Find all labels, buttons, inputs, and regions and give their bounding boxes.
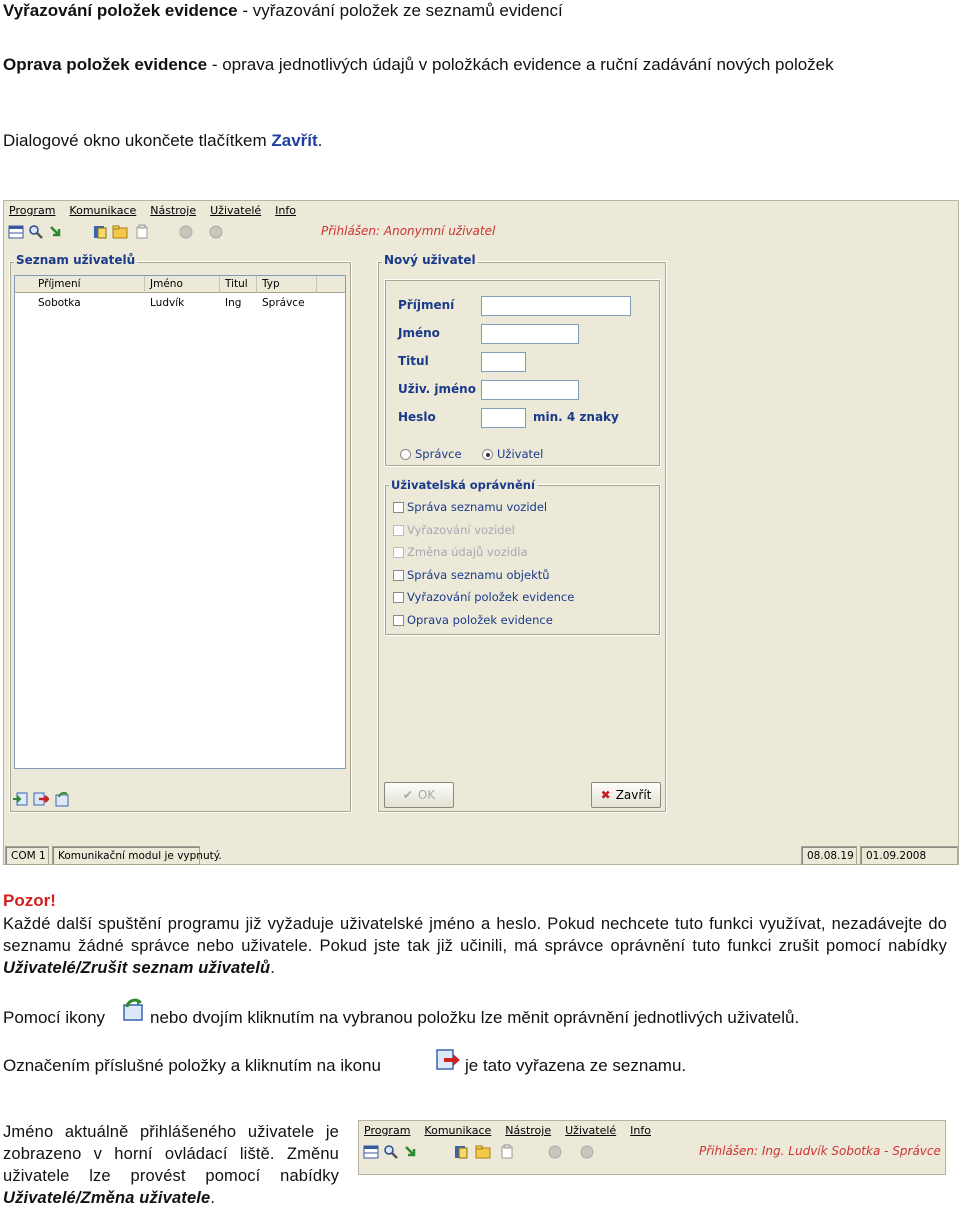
remove-user-icon[interactable] — [33, 791, 49, 807]
menu-program[interactable]: Program — [9, 204, 56, 217]
perm-checkbox-edit-items[interactable] — [393, 615, 404, 626]
cell-name: Ludvík — [150, 297, 185, 309]
menu-komunikace-2[interactable]: Komunikace — [424, 1124, 492, 1137]
app-toolbar-snippet — [358, 1120, 946, 1175]
edit-user-icon[interactable] — [54, 791, 70, 807]
heading-line-1: Vyřazování položek evidence - vyřazování položek ze seznamů evidencí — [3, 1, 563, 20]
add-user-icon[interactable] — [12, 791, 28, 807]
remove-icon-line-a: Označením příslušné položky a kliknutím na ikonu — [3, 1056, 381, 1075]
grid-icon[interactable] — [363, 1144, 379, 1160]
cell-type: Správce — [262, 297, 305, 309]
column-title[interactable]: Titul — [220, 276, 257, 293]
document-icon[interactable] — [134, 224, 150, 240]
user-list-title: Seznam uživatelů — [16, 253, 136, 267]
table-row[interactable] — [15, 294, 345, 312]
perm-label-edit-items: Oprava položek evidence — [407, 613, 553, 627]
menu-nastroje[interactable]: Nástroje — [150, 204, 197, 217]
ok-button[interactable]: ✔ OK — [384, 782, 454, 808]
status-message: Komunikační modul je vypnutý. — [52, 846, 200, 865]
surname-field[interactable] — [481, 296, 631, 316]
menu-program-2[interactable]: Program — [364, 1124, 411, 1137]
menubar-2 — [359, 1121, 945, 1140]
perm-label-vehicles: Správa seznamu vozidel — [407, 500, 548, 514]
close-link-text: Zavřít — [271, 131, 318, 150]
menu-info-2[interactable]: Info — [630, 1124, 651, 1137]
name-field[interactable] — [481, 324, 579, 344]
document-icon[interactable] — [499, 1144, 515, 1160]
label-surname: Příjmení — [398, 298, 455, 312]
remove-user-icon-inline — [435, 1047, 461, 1071]
label-password: Heslo — [398, 410, 436, 424]
record-icon-disabled[interactable] — [547, 1144, 563, 1160]
edit-icon-line-a: Pomocí ikony — [3, 1008, 106, 1027]
toolbar — [4, 220, 958, 246]
username-field[interactable] — [481, 380, 579, 400]
info-book-icon[interactable] — [453, 1144, 469, 1160]
status-date-1: 08.08.19 — [801, 846, 857, 865]
role-admin-label: Správce — [415, 447, 462, 461]
status-date-2: 01.09.2008 — [860, 846, 958, 865]
role-user-label: Uživatel — [497, 447, 544, 461]
refresh-icon[interactable] — [403, 1144, 419, 1160]
folder-icon[interactable] — [475, 1144, 491, 1160]
perm-checkbox-vehicle-data[interactable] — [393, 547, 404, 558]
password-field[interactable] — [481, 408, 526, 428]
label-username: Uživ. jméno — [398, 382, 476, 396]
perm-checkbox-vehicles[interactable] — [393, 502, 404, 513]
bottom-paragraph: Jméno aktuálně přihlášeného uživatele je zobrazeno v horní ovládací liště. Změnu uživatele lze provést pomocí nabídky Uživatelé/Změna uživatele. — [3, 1123, 339, 1207]
menu-nastroje-2[interactable]: Nástroje — [505, 1124, 552, 1137]
refresh-icon[interactable] — [48, 224, 64, 240]
info-book-icon[interactable] — [92, 224, 108, 240]
stop-icon-disabled[interactable] — [208, 224, 224, 240]
check-icon: ✔ — [402, 788, 413, 802]
close-icon: ✖ — [600, 788, 611, 802]
warning-paragraph: Každé další spuštění programu již vyžaduje uživatelské jméno a heslo. Pokud nechcete tuto funkci využívat, nezadávejte do seznamu žádné správce nebo uživatele. Pokud jste tak již učinili, má správce oprávnění tuto funkci zrušit pomocí nabídky Uživatelé/Zrušit seznam uživatelů. — [3, 915, 947, 977]
app-window — [3, 200, 959, 865]
perm-label-discard-vehicles: Vyřazování vozidel — [407, 523, 515, 537]
logged-in-user-2: Přihlášen: Ing. Ludvík Sobotka - Správce — [699, 1144, 941, 1158]
logged-in-user: Přihlášen: Anonymní uživatel — [321, 224, 496, 238]
user-list-header — [15, 276, 345, 293]
perm-checkbox-discard-vehicles[interactable] — [393, 525, 404, 536]
column-surname[interactable]: Příjmení — [33, 276, 145, 293]
column-type[interactable]: Typ — [257, 276, 317, 293]
permissions-title: Uživatelská oprávnění — [391, 478, 535, 492]
role-admin-radio[interactable] — [400, 449, 411, 460]
toolbar-2 — [359, 1140, 945, 1166]
stop-icon-disabled[interactable] — [579, 1144, 595, 1160]
search-icon[interactable] — [28, 224, 44, 240]
label-title: Titul — [398, 354, 429, 368]
heading-line-2: Oprava položek evidence - oprava jednotlivých údajů v položkách evidence a ruční zadávání nových položek — [3, 55, 834, 74]
menu-info[interactable]: Info — [275, 204, 296, 217]
menubar — [4, 201, 958, 220]
cell-title: Ing — [225, 297, 242, 309]
edit-icon-line-b: nebo dvojím kliknutím na vybranou položku lze měnit oprávnění jednotlivých uživatelů. — [150, 1008, 800, 1027]
column-name[interactable]: Jméno — [145, 276, 220, 293]
perm-label-discard-items: Vyřazování položek evidence — [407, 590, 575, 604]
search-icon[interactable] — [383, 1144, 399, 1160]
password-hint: min. 4 znaky — [533, 410, 619, 424]
perm-checkbox-discard-items[interactable] — [393, 592, 404, 603]
remove-icon-line-b: je tato vyřazena ze seznamu. — [465, 1056, 687, 1075]
perm-label-objects: Správa seznamu objektů — [407, 568, 550, 582]
title-field[interactable] — [481, 352, 526, 372]
close-button[interactable]: ✖ Zavřít — [591, 782, 661, 808]
menu-path-clear: Uživatelé/Zrušit seznam uživatelů — [3, 959, 271, 977]
new-user-title: Nový uživatel — [384, 253, 476, 267]
role-user-radio[interactable] — [482, 449, 493, 460]
perm-checkbox-objects[interactable] — [393, 570, 404, 581]
status-port: COM 1 — [5, 846, 49, 865]
menu-uzivatele-2[interactable]: Uživatelé — [565, 1124, 617, 1137]
menu-uzivatele[interactable]: Uživatelé — [210, 204, 262, 217]
menu-path-change-user: Uživatelé/Změna uživatele — [3, 1189, 211, 1207]
user-list[interactable] — [14, 275, 346, 769]
menu-komunikace[interactable]: Komunikace — [69, 204, 137, 217]
grid-icon[interactable] — [8, 224, 24, 240]
warning-title: Pozor! — [3, 891, 56, 910]
edit-user-icon-inline — [120, 998, 146, 1022]
cell-surname: Sobotka — [38, 297, 81, 309]
folder-icon[interactable] — [112, 224, 128, 240]
perm-label-vehicle-data: Změna údajů vozidla — [407, 545, 528, 559]
label-name: Jméno — [398, 326, 440, 340]
close-instruction: Dialogové okno ukončete tlačítkem Zavřít. — [3, 131, 323, 150]
record-icon-disabled[interactable] — [178, 224, 194, 240]
